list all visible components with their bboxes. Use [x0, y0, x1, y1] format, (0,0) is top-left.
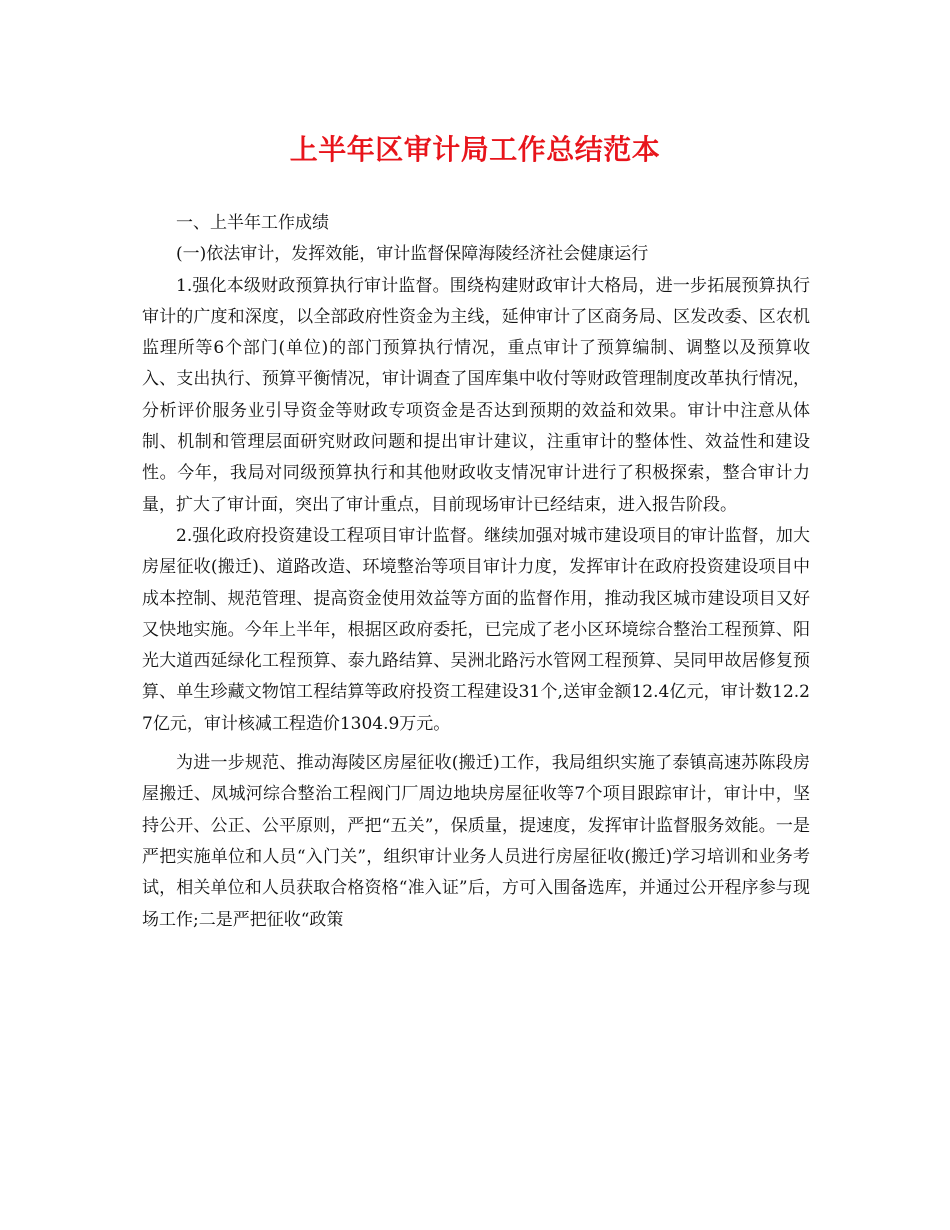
body-paragraph: 为进一步规范、推动海陵区房屋征收(搬迁)工作，我局组织实施了泰镇高速苏陈段房屋搬迁、凤城河综合整治工程阀门厂周边地块房屋征收等7个项目跟踪审计，审计中，坚持公开、公正、公平原则，严把“五关”，保质量，提速度，发挥审计监督服务效能。一是严把实施单位和人员“入门关”，组织审计业务人员进行房屋征收(搬迁)学习培训和业务考试，相关单位和人员获取合格资格“准入证”后，方可入围备选库，并通过公开程序参与现场工作;二是严把征收“政策 — [142, 753, 810, 930]
document-title: 上半年区审计局工作总结范本 — [289, 133, 661, 166]
document-body — [142, 208, 810, 936]
subsection-heading: (一)依法审计，发挥效能，审计监督保障海陵经济社会健康运行 — [176, 244, 649, 265]
body-paragraph: 2.强化政府投资建设工程项目审计监督。继续加强对城市建设项目的审计监督，加大房屋征收(搬迁)、道路改造、环境整治等项目审计力度，发挥审计在政府投资建设项目中成本控制、规范管理、提高资金使用效益等方面的监督作用，推动我区城市建设项目又好又快地实施。今年上半年，根据区政府委托，已完成了老小区环境综合整治工程预算、阳光大道西延绿化工程预算、泰九路结算、吴洲北路污水管网工程预算、吴同甲故居修复预算、单生珍藏文物馆工程结算等政府投资工程建设31个,送审金额12.4亿元，审计数12.27亿元，审计核减工程造价1304.9万元。 — [142, 525, 810, 734]
body-paragraph: 1.强化本级财政预算执行审计监督。围绕构建财政审计大格局，进一步拓展预算执行审计的广度和深度，以全部政府性资金为主线，延伸审计了区商务局、区发改委、区农机监理所等6个部门(单位)的部门预算执行情况，重点审计了预算编制、调整以及预算收入、支出执行、预算平衡情况，审计调查了国库集中收付等财政管理制度改革执行情况，分析评价服务业引导资金等财政专项资金是否达到预期的效益和效果。审计中注意从体制、机制和管理层面研究财政问题和提出审计建议，注重审计的整体性、效益性和建设性。今年，我局对同级预算执行和其他财政收支情况审计进行了积极探索，整合审计力量，扩大了审计面，突出了审计重点，目前现场审计已经结束，进入报告阶段。 — [142, 275, 810, 515]
section-heading: 一、上半年工作成绩 — [176, 213, 329, 233]
